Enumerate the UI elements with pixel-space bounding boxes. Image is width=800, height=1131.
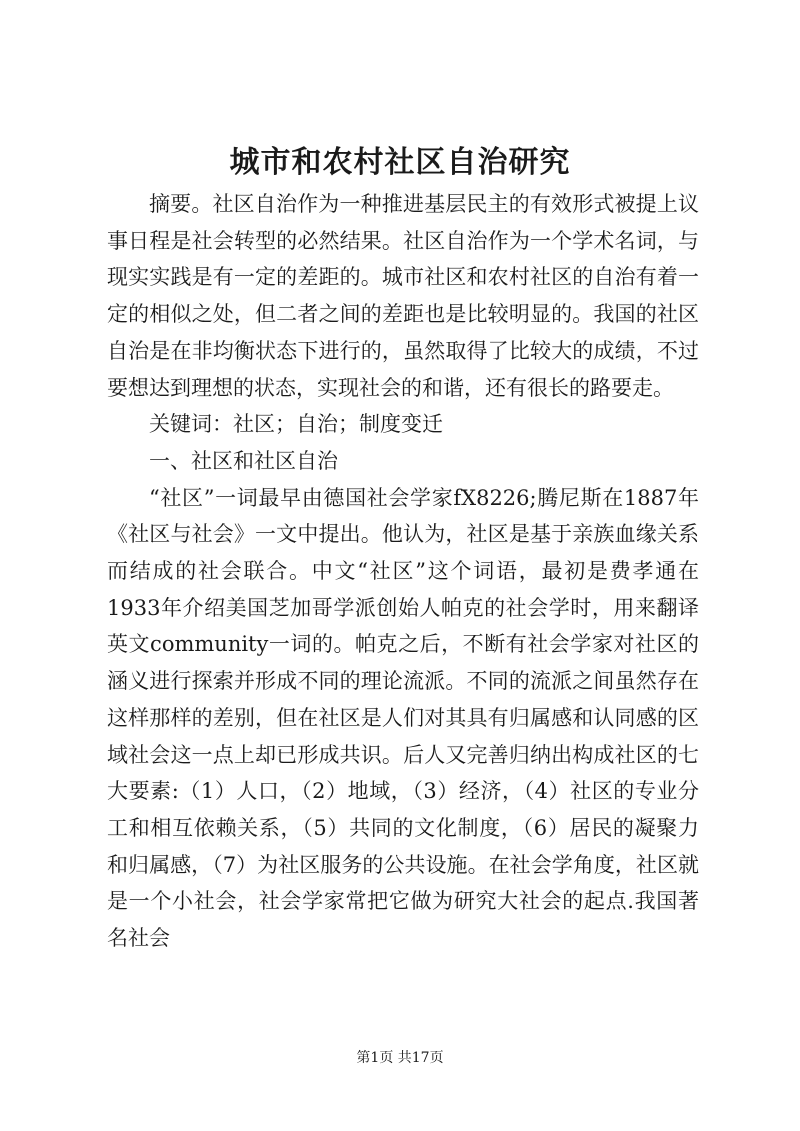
abstract-paragraph: 摘要。社区自治作为一种推进基层民主的有效形式被提上议事日程是社会转型的必然结果。社区自治作为一个学术名词，与现实实践是有一定的差距的。城市社区和农村社区的自治有着一定的相似之处，但二者之间的差距也是比较明显的。我国的社区自治是在非均衡状态下进行的，虽然取得了比较大的成绩，不过要想达到理想的状态，实现社会的和谐，还有很长的路要走。 [107,192,699,400]
page-number-footer: 第1页 共17页 [356,1050,444,1066]
section-heading: 一、社区和社区自治 [149,448,338,473]
keywords-paragraph: 关键词：社区；自治；制度变迁 [149,412,443,437]
document-title: 城市和农村社区自治研究 [229,145,571,180]
body-paragraph: “社区”一词最早由德国社会学家fX8226;腾尼斯在1887年《社区与社会》一文中提出。他认为，社区是基于亲族血缘关系而结成的社会联合。中文“社区”这个词语，最初是费孝通在1933年介绍美国芝加哥学派创始人帕克的社会学时，用来翻译英文community一词的。帕克之后，不断有社会学家对社区的涵义进行探索并形成不同的理论流派。不同的流派之间虽然存在这样那样的差别，但在社区是人们对其具有归属感和认同感的区域社会这一点上却已形成共识。后人又完善归纳出构成社区的七大要素:（1）人口，（2）地域，（3）经济，（4）社区的专业分工和相互依赖关系，（5）共同的文化制度，（6）居民的凝聚力和归属感，（7）为社区服务的公共设施。在社会学角度，社区就是一个小社会，社会学家常把它做为研究大社会的起点.我国著名社会 [107,485,699,951]
document-body [107,186,699,957]
